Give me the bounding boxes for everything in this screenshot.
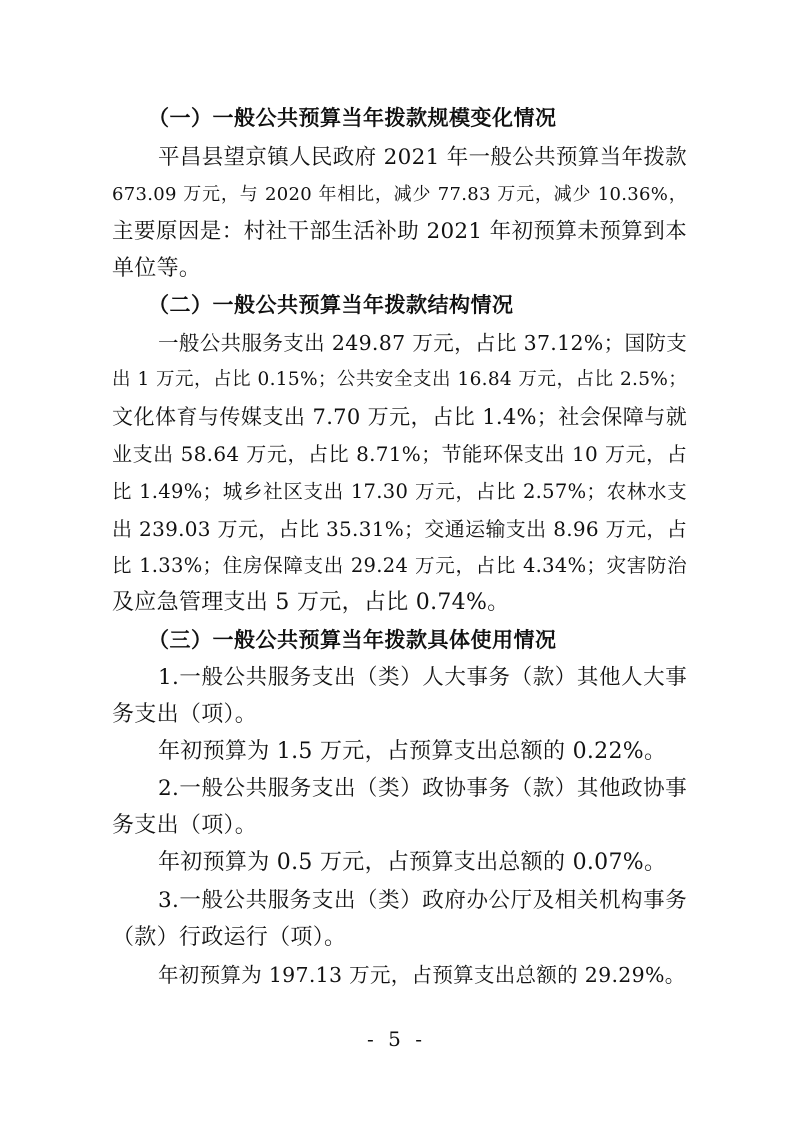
paragraph-line: 一般公共服务支出 249.87 万元，占比 37.12%；国防支	[158, 331, 687, 355]
paragraph-line: 比 1.49%；城乡社区支出 17.30 万元，占比 2.57%；农林水支	[112, 480, 687, 503]
paragraph-line: 及应急管理支出 5 万元，占比 0.74%。	[112, 590, 510, 615]
paragraph-line: 年初预算为 1.5 万元，占预算支出总额的 0.22%。	[158, 739, 667, 764]
paragraph-line: 年初预算为 0.5 万元，占预算支出总额的 0.07%。	[158, 850, 667, 875]
paragraph-line: 比 1.33%；住房保障支出 29.24 万元，占比 4.34%；灾害防治	[112, 554, 687, 577]
paragraph-line: 出 1 万元，占比 0.15%；公共安全支出 16.84 万元，占比 2.5%；	[112, 369, 687, 390]
paragraph-line: 文化体育与传媒支出 7.70 万元，占比 1.4%；社会保障与就	[112, 405, 687, 429]
paragraph-line: 2.一般公共服务支出（类）政协事务（款）其他政协事	[158, 776, 687, 801]
paragraph-line: 年初预算为 197.13 万元，占预算支出总额的 29.29%。	[158, 963, 686, 987]
paragraph-line: 平昌县望京镇人民政府 2021 年一般公共预算当年拨款	[158, 145, 687, 170]
paragraph-line: 1.一般公共服务支出（类）人大事务（款）其他人大事	[158, 665, 687, 690]
paragraph-line: 单位等。	[112, 256, 202, 281]
paragraph-line: 业支出 58.64 万元，占比 8.71%；节能环保支出 10 万元，占	[112, 442, 687, 466]
section-heading-one: （一）一般公共预算当年拨款规模变化情况	[148, 106, 557, 130]
paragraph-line: 673.09 万元，与 2020 年相比，减少 77.83 万元，减少 10.36%，	[112, 184, 687, 205]
paragraph-line: 主要原因是：村社干部生活补助 2021 年初预算未预算到本	[112, 219, 687, 244]
section-heading-two: （二）一般公共预算当年拨款结构情况	[148, 293, 514, 317]
paragraph-line: 务支出（项）。	[112, 813, 258, 838]
paragraph-line: （款）行政运行（项）。	[112, 925, 347, 950]
page-number: - 5 -	[367, 1027, 426, 1051]
paragraph-line: 务支出（项）。	[112, 702, 258, 727]
section-heading-three: （三）一般公共预算当年拨款具体使用情况	[148, 628, 557, 652]
paragraph-line: 3.一般公共服务支出（类）政府办公厅及相关机构事务	[158, 888, 687, 913]
paragraph-line: 出 239.03 万元，占比 35.31%；交通运输支出 8.96 万元，占	[112, 517, 687, 541]
